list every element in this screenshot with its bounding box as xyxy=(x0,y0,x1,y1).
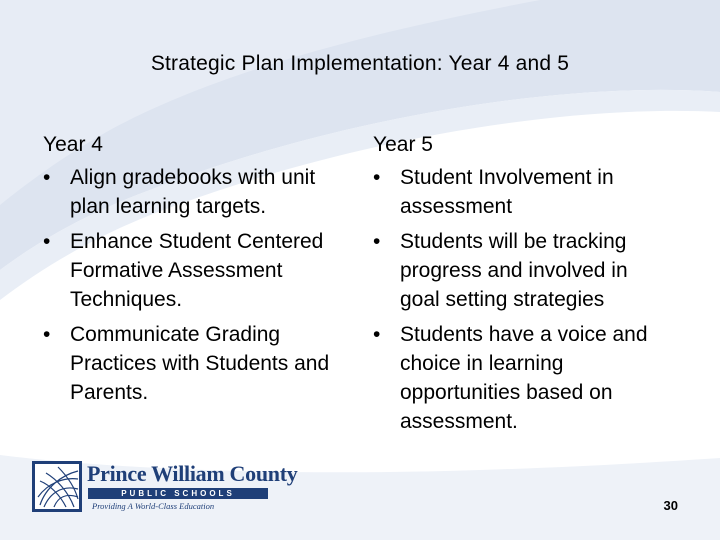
list-item xyxy=(373,163,673,221)
list-item-text: Communicate Grading Practices with Students and Parents. xyxy=(70,323,330,404)
school-logo xyxy=(32,461,298,512)
year4-heading: Year 4 xyxy=(43,133,103,156)
slide-title: Strategic Plan Implementation: Year 4 and 5 xyxy=(150,52,570,75)
page-number: 30 xyxy=(663,498,678,513)
bullet-icon: • xyxy=(373,323,381,346)
logo-subtitle: PUBLIC SCHOOLS xyxy=(88,488,268,499)
bullet-icon: • xyxy=(43,323,51,346)
list-item xyxy=(43,163,343,221)
logo-tagline: Providing A World-Class Education xyxy=(92,501,215,511)
list-item xyxy=(43,320,343,407)
logo-name: Prince William County xyxy=(87,461,298,486)
bullet-icon: • xyxy=(43,166,51,189)
year4-column xyxy=(43,130,343,413)
year5-list xyxy=(373,163,673,436)
year5-column xyxy=(373,130,673,442)
list-item xyxy=(373,320,673,436)
bullet-icon: • xyxy=(43,230,51,253)
list-item-text: Enhance Student Centered Formative Assessment Techniques. xyxy=(70,230,324,311)
bullet-icon: • xyxy=(373,166,381,189)
year4-list xyxy=(43,163,343,407)
list-item-text: Student Involvement in assessment xyxy=(400,166,614,218)
list-item xyxy=(43,227,343,314)
globe-icon xyxy=(32,461,82,512)
list-item-text: Students have a voice and choice in learning opportunities based on assessment. xyxy=(400,323,648,433)
year5-heading: Year 5 xyxy=(373,133,433,156)
list-item-text: Align gradebooks with unit plan learning targets. xyxy=(70,166,316,218)
bullet-icon: • xyxy=(373,230,381,253)
list-item xyxy=(373,227,673,314)
list-item-text: Students will be tracking progress and involved in goal setting strategies xyxy=(400,230,628,311)
